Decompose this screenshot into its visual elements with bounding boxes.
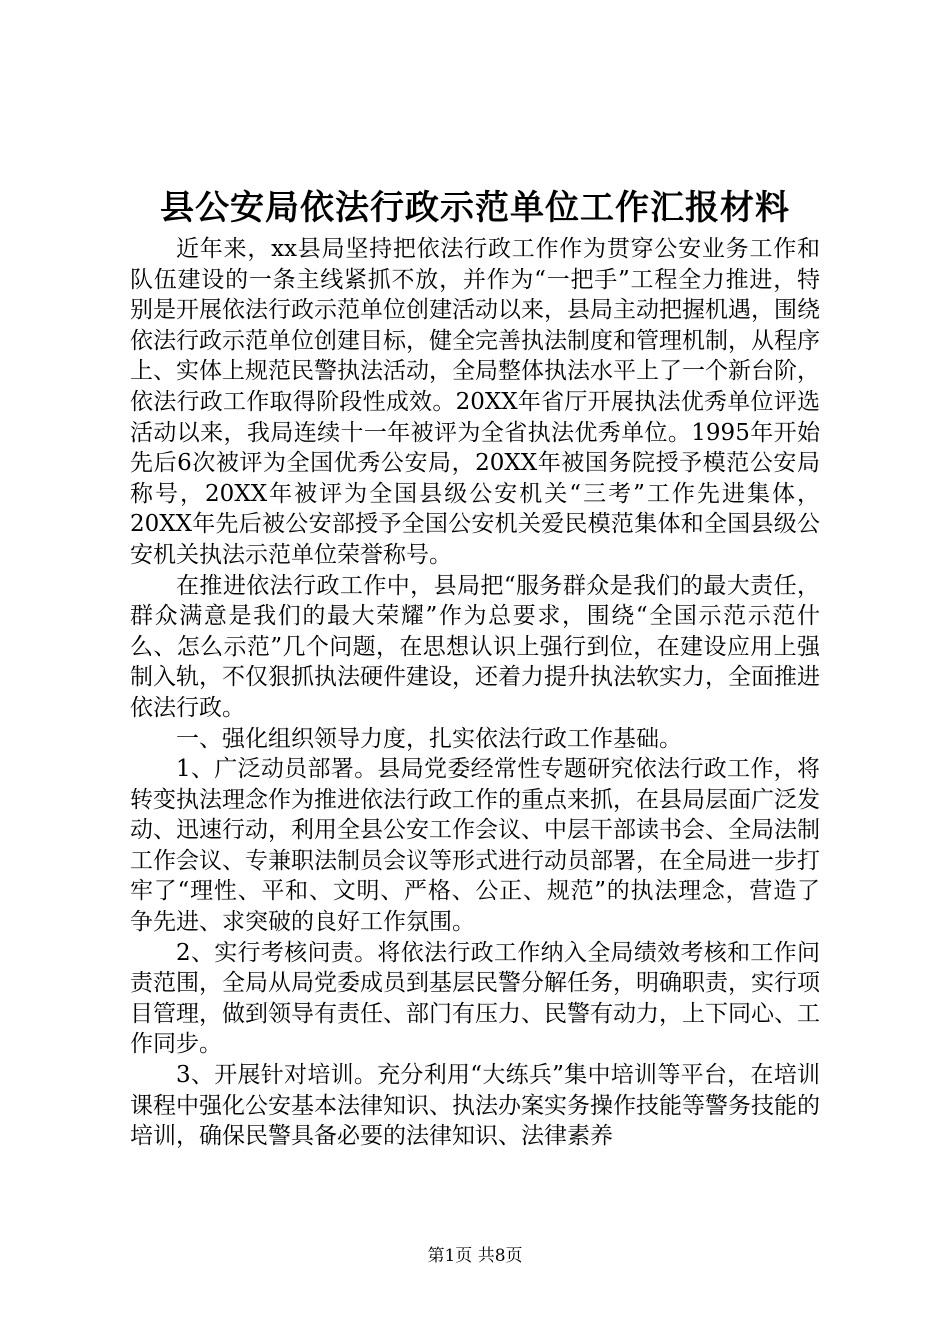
paragraph-intro: 近年来，xx县局坚持把依法行政工作作为贯穿公安业务工作和队伍建设的一条主线紧抓不放，并作为“一把手”工程全力推进，特别是开展依法行政示范单位创建活动以来，县局主动把握机遇，围绕依法行政示范单位创建目标，健全完善执法制度和管理机制，从程序上、实体上规范民警执法活动，全局整体执法水平上了一个新台阶，依法行政工作取得阶段性成效。20XX年省厅开展执法优秀单位评选活动以来，我局连续十一年被评为全省执法优秀单位。1995年开始先后6次被评为全国优秀公安局，20XX年被国务院授予模范公安局称号，20XX年被评为全国县级公安机关“三考”工作先进集体，20XX年先后被公安部授予全国公安机关爱民模范集体和全国县级公安机关执法示范单位荣誉称号。: [130, 236, 820, 568]
document-title: 县公安局依法行政示范单位工作汇报材料: [160, 188, 790, 228]
section-heading-1: 一、强化组织领导力度，扎实依法行政工作基础。: [176, 725, 682, 752]
paragraph-item-2: 2、实行考核问责。将依法行政工作纳入全局绩效考核和工作问责范围，全局从局党委成员到基层民警分解任务，明确职责，实行项目管理，做到领导有责任、部门有压力、民警有动力，上下同心、工作同步。: [130, 939, 820, 1058]
paragraph-item-3: 3、开展针对培训。充分利用“大练兵”集中培训等平台，在培训课程中强化公安基本法律知识、执法办案实务操作技能等警务技能的培训，确保民警具备必要的法律知识、法律素养: [130, 1062, 820, 1150]
paragraph-approach: 在推进依法行政工作中，县局把“服务群众是我们的最大责任，群众满意是我们的最大荣耀”作为总要求，围绕“全国示范示范什么、怎么示范”几个问题，在思想认识上强行到位，在建设应用上强制入轨，不仅狠抓执法硬件建设，还着力提升执法软实力，全面推进依法行政。: [130, 572, 820, 721]
document-body: [130, 234, 820, 1152]
page-footer: 第1页 共8页: [427, 1246, 523, 1266]
paragraph-item-1: 1、广泛动员部署。县局党委经常性专题研究依法行政工作，将转变执法理念作为推进依法行政工作的重点来抓，在县局层面广泛发动、迅速行动，利用全县公安工作会议、中层干部读书会、全局法制工作会议、专兼职法制员会议等形式进行动员部署，在全局进一步打牢了“理性、平和、文明、严格、公正、规范”的执法理念，营造了争先进、求突破的良好工作氛围。: [130, 756, 820, 936]
